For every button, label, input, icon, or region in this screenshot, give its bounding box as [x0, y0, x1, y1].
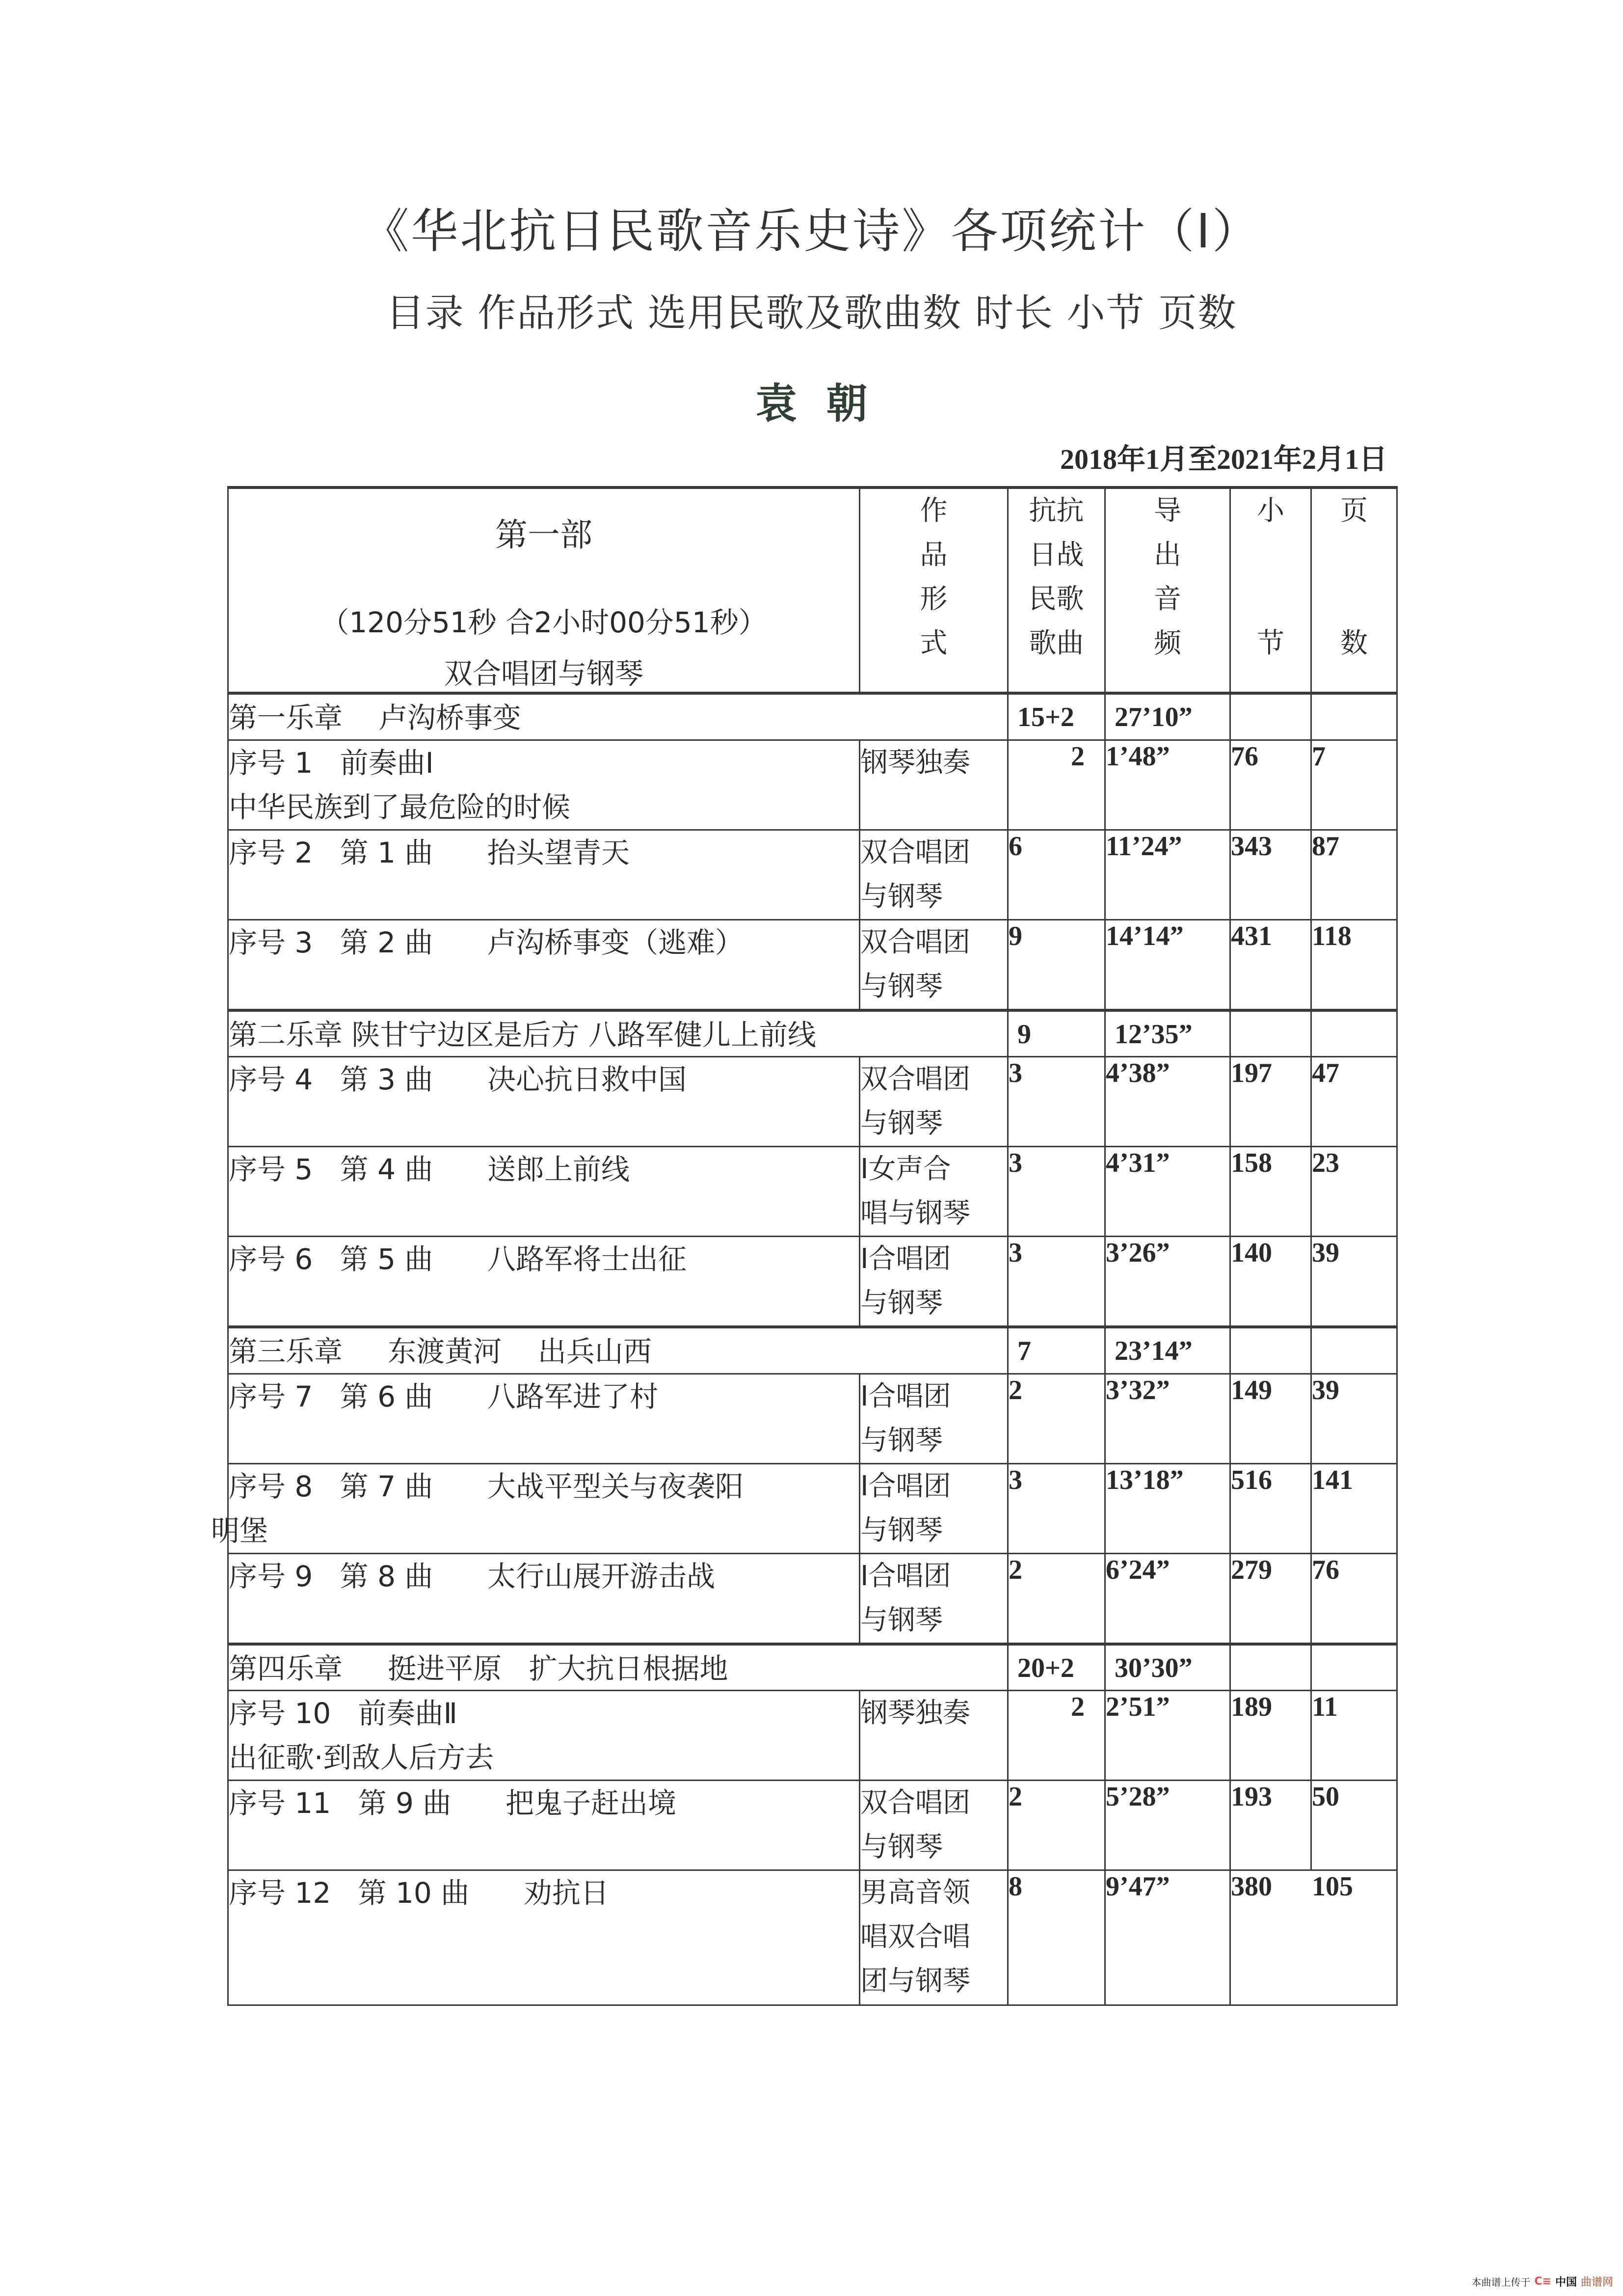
row-title-line: 序号 10 前奏曲Ⅱ: [229, 1697, 458, 1730]
header-text: 抗抗: [1029, 495, 1084, 527]
section-title: 第二乐章 陕甘宁边区是后方 八路军健儿上前线: [228, 1010, 1008, 1057]
form-line: 与钢琴: [860, 1831, 943, 1863]
form-line: 男高音领: [860, 1877, 970, 1909]
row-duration: 6’24”: [1105, 1553, 1230, 1644]
section-row: [228, 1644, 1397, 1691]
watermark: [1471, 2274, 1613, 2289]
row-title-line: 序号 8 第 7 曲 大战平型关与夜袭阳: [229, 1469, 744, 1503]
form-line: 双合唱团: [860, 1787, 970, 1819]
form-line: 双合唱团: [860, 836, 970, 868]
row-bars: 158: [1230, 1147, 1311, 1237]
form-line: 与钢琴: [860, 880, 943, 913]
form-line: 唱双合唱: [860, 1921, 970, 1953]
table-row: [228, 1463, 1397, 1553]
form-line: 双合唱团: [860, 926, 970, 958]
watermark-prefix: 本曲谱上传于: [1471, 2276, 1531, 2288]
row-pages: 105: [1311, 1870, 1397, 2005]
row-form: [860, 1781, 1008, 1870]
row-pages: 50: [1311, 1781, 1397, 1870]
section-songs: 15+2: [1008, 693, 1105, 740]
row-duration: 3’26”: [1105, 1237, 1230, 1327]
table-row: [228, 1781, 1397, 1870]
row-bars: 193: [1230, 1781, 1311, 1870]
row-songs: 2: [1008, 740, 1105, 830]
section-title: 第四乐章 挺进平原 扩大抗日根据地: [228, 1644, 1008, 1691]
row-pages: 23: [1311, 1147, 1397, 1237]
header-audio: [1105, 487, 1230, 693]
section-duration: 30’30”: [1105, 1644, 1230, 1691]
part-header-cell: [228, 487, 860, 693]
row-duration: 13’18”: [1105, 1463, 1230, 1553]
form-line: 唱与钢琴: [860, 1197, 970, 1229]
header-text: 节: [1257, 627, 1284, 659]
header-text: 形: [920, 583, 948, 615]
row-songs: 3: [1008, 1057, 1105, 1147]
row-duration: 4’31”: [1105, 1147, 1230, 1237]
row-songs: 3: [1008, 1147, 1105, 1237]
section-row: [228, 1010, 1397, 1057]
row-form: [860, 830, 1008, 919]
watermark-site: 曲谱网: [1580, 2276, 1613, 2289]
header-text: 民歌: [1029, 583, 1084, 615]
row-title-line: 中华民族到了最危险的时候: [229, 790, 571, 824]
row-pages: 7: [1311, 740, 1397, 830]
row-duration: 3’32”: [1105, 1374, 1230, 1463]
row-form: [860, 1553, 1008, 1644]
row-songs: 6: [1008, 830, 1105, 919]
row-bars: 197: [1230, 1057, 1311, 1147]
row-bars: 279: [1230, 1553, 1311, 1644]
part-form: 双合唱团与钢琴: [444, 657, 643, 690]
section-title: 第三乐章 东渡黄河 出兵山西: [228, 1327, 1008, 1374]
row-songs: 3: [1008, 1237, 1105, 1327]
empty-cell: [1311, 693, 1397, 740]
row-title-line: 明堡: [211, 1513, 268, 1547]
row-duration: 5’28”: [1105, 1781, 1230, 1870]
header-bars: [1230, 487, 1311, 693]
row-bars: 149: [1230, 1374, 1311, 1463]
header-text: 导: [1154, 495, 1181, 527]
section-songs: 9: [1008, 1010, 1105, 1057]
row-title-line: 序号 2 第 1 曲 抬头望青天: [229, 836, 630, 869]
table-row: [228, 1057, 1397, 1147]
row-title: [228, 1237, 860, 1327]
section-row: [228, 693, 1397, 740]
form-line: 团与钢琴: [860, 1965, 970, 1997]
header-text: 小: [1257, 495, 1284, 527]
form-line: 双合唱团: [860, 1063, 970, 1095]
row-bars: 431: [1230, 919, 1311, 1010]
header-form: [860, 487, 1008, 693]
row-bars: 380: [1230, 1870, 1311, 2005]
form-line: Ⅰ合唱团: [860, 1470, 951, 1502]
row-duration: 2’51”: [1105, 1691, 1230, 1781]
row-songs: 2: [1008, 1553, 1105, 1644]
form-line: Ⅰ合唱团: [860, 1243, 951, 1275]
table-row: [228, 1147, 1397, 1237]
document-subtitle: 目录 作品形式 选用民歌及歌曲数 时长 小节 页数: [386, 291, 1237, 335]
table-row: [228, 740, 1397, 830]
row-pages: 39: [1311, 1237, 1397, 1327]
table-row: [228, 919, 1397, 1010]
row-songs: 3: [1008, 1463, 1105, 1553]
row-pages: 118: [1311, 919, 1397, 1010]
header-text: 歌曲: [1029, 627, 1084, 659]
row-title-line: 序号 12 第 10 曲 劝抗日: [229, 1876, 609, 1910]
document-title: 《华北抗日民歌音乐史诗》各项统计（Ⅰ）: [362, 204, 1261, 259]
empty-cell: [1230, 1010, 1311, 1057]
section-duration: 23’14”: [1105, 1327, 1230, 1374]
header-text: 页: [1340, 495, 1368, 527]
row-duration: 1’48”: [1105, 740, 1230, 830]
form-line: 与钢琴: [860, 1287, 943, 1319]
row-title-line: 序号 1 前奏曲Ⅰ: [229, 746, 434, 780]
row-duration: 4’38”: [1105, 1057, 1230, 1147]
row-songs: 8: [1008, 1870, 1105, 2005]
header-text: 作: [920, 495, 948, 527]
row-form: [860, 1463, 1008, 1553]
row-form: [860, 1057, 1008, 1147]
header-text: 音: [1154, 583, 1181, 615]
part-title: 第一部: [495, 516, 592, 554]
empty-cell: [1230, 1644, 1311, 1691]
header-text: 出: [1154, 539, 1181, 571]
row-title: [228, 740, 860, 830]
watermark-brand: 中国: [1555, 2276, 1577, 2289]
row-pages: 76: [1311, 1553, 1397, 1644]
row-form: [860, 1691, 1008, 1781]
site-logo-icon: C≡: [1534, 2275, 1551, 2288]
section-songs: 7: [1008, 1327, 1105, 1374]
part-duration: （120分51秒 合2小时00分51秒）: [320, 606, 767, 639]
row-songs: 2: [1008, 1781, 1105, 1870]
row-form: [860, 1374, 1008, 1463]
row-title: [211, 1463, 860, 1553]
table-row: [228, 1237, 1397, 1327]
row-title-line: 序号 11 第 9 曲 把鬼子赶出境: [229, 1786, 676, 1820]
form-line: 与钢琴: [860, 1604, 943, 1636]
row-title-line: 序号 4 第 3 曲 决心抗日救中国: [229, 1063, 687, 1096]
header-text: 频: [1154, 627, 1181, 659]
form-line: 钢琴独奏: [860, 1697, 970, 1729]
row-bars: 343: [1230, 830, 1311, 919]
empty-cell: [1230, 1327, 1311, 1374]
section-row: [228, 1327, 1397, 1374]
form-line: 与钢琴: [860, 1107, 943, 1139]
section-title: 第一乐章 卢沟桥事变: [228, 693, 1008, 740]
section-songs: 20+2: [1008, 1644, 1105, 1691]
row-title-line: 序号 5 第 4 曲 送郎上前线: [229, 1153, 630, 1186]
table-row: [228, 1553, 1397, 1644]
row-form: [860, 919, 1008, 1010]
row-title: [228, 919, 860, 1010]
row-pages: 39: [1311, 1374, 1397, 1463]
row-title: [228, 1147, 860, 1237]
section-duration: 12’35”: [1105, 1010, 1230, 1057]
row-form: [860, 1870, 1008, 2005]
table-row: [228, 1374, 1397, 1463]
row-bars: 140: [1230, 1237, 1311, 1327]
row-form: [860, 740, 1008, 830]
row-pages: 87: [1311, 830, 1397, 919]
header-text: 式: [920, 627, 948, 659]
header-text: 日战: [1029, 539, 1084, 571]
form-line: 与钢琴: [860, 970, 943, 1002]
form-line: Ⅰ合唱团: [860, 1560, 951, 1592]
empty-cell: [1230, 693, 1311, 740]
header-songs: [1008, 487, 1105, 693]
form-line: Ⅰ合唱团: [860, 1380, 951, 1412]
row-pages: 47: [1311, 1057, 1397, 1147]
row-title: [228, 830, 860, 919]
row-title: [228, 1553, 860, 1644]
row-title-line: 序号 6 第 5 曲 八路军将士出征: [229, 1243, 687, 1276]
empty-cell: [1311, 1644, 1397, 1691]
row-duration: 11’24”: [1105, 830, 1230, 919]
section-duration: 27’10”: [1105, 693, 1230, 740]
row-pages: 141: [1311, 1463, 1397, 1553]
row-title-line: 出征歌·到敌人后方去: [229, 1741, 494, 1774]
form-line: 钢琴独奏: [860, 746, 970, 779]
date-range: 2018年1月至2021年2月1日: [1060, 443, 1387, 475]
row-title: [228, 1691, 860, 1781]
row-title-line: 序号 7 第 6 曲 八路军进了村: [229, 1379, 659, 1413]
row-bars: 516: [1230, 1463, 1311, 1553]
row-title: [228, 1057, 860, 1147]
row-songs: 9: [1008, 919, 1105, 1010]
row-songs: 2: [1008, 1691, 1105, 1781]
row-title-line: 序号 9 第 8 曲 太行山展开游击战: [229, 1559, 716, 1593]
row-songs: 2: [1008, 1374, 1105, 1463]
empty-cell: [1311, 1327, 1397, 1374]
row-title-line: 序号 3 第 2 曲 卢沟桥事变（逃难）: [229, 925, 744, 959]
row-duration: 14’14”: [1105, 919, 1230, 1010]
form-line: 与钢琴: [860, 1514, 943, 1546]
statistics-table: [211, 486, 1398, 2006]
form-line: Ⅰ女声合: [860, 1153, 951, 1185]
row-title: [228, 1781, 860, 1870]
row-title: [228, 1374, 860, 1463]
form-line: 与钢琴: [860, 1424, 943, 1457]
row-duration: 9’47”: [1105, 1870, 1230, 2005]
header-text: 数: [1340, 627, 1368, 659]
table-header-row: [228, 487, 1397, 693]
table-row: [228, 1691, 1397, 1781]
row-bars: 76: [1230, 740, 1311, 830]
row-form: [860, 1147, 1008, 1237]
row-pages: 11: [1311, 1691, 1397, 1781]
row-form: [860, 1237, 1008, 1327]
header-pages: [1311, 487, 1397, 693]
empty-cell: [1311, 1010, 1397, 1057]
author-name: 袁朝: [755, 379, 897, 428]
row-bars: 189: [1230, 1691, 1311, 1781]
table-row: [228, 830, 1397, 919]
header-text: 品: [920, 539, 948, 571]
table-row: [228, 1870, 1397, 2005]
row-title: [228, 1870, 860, 2005]
